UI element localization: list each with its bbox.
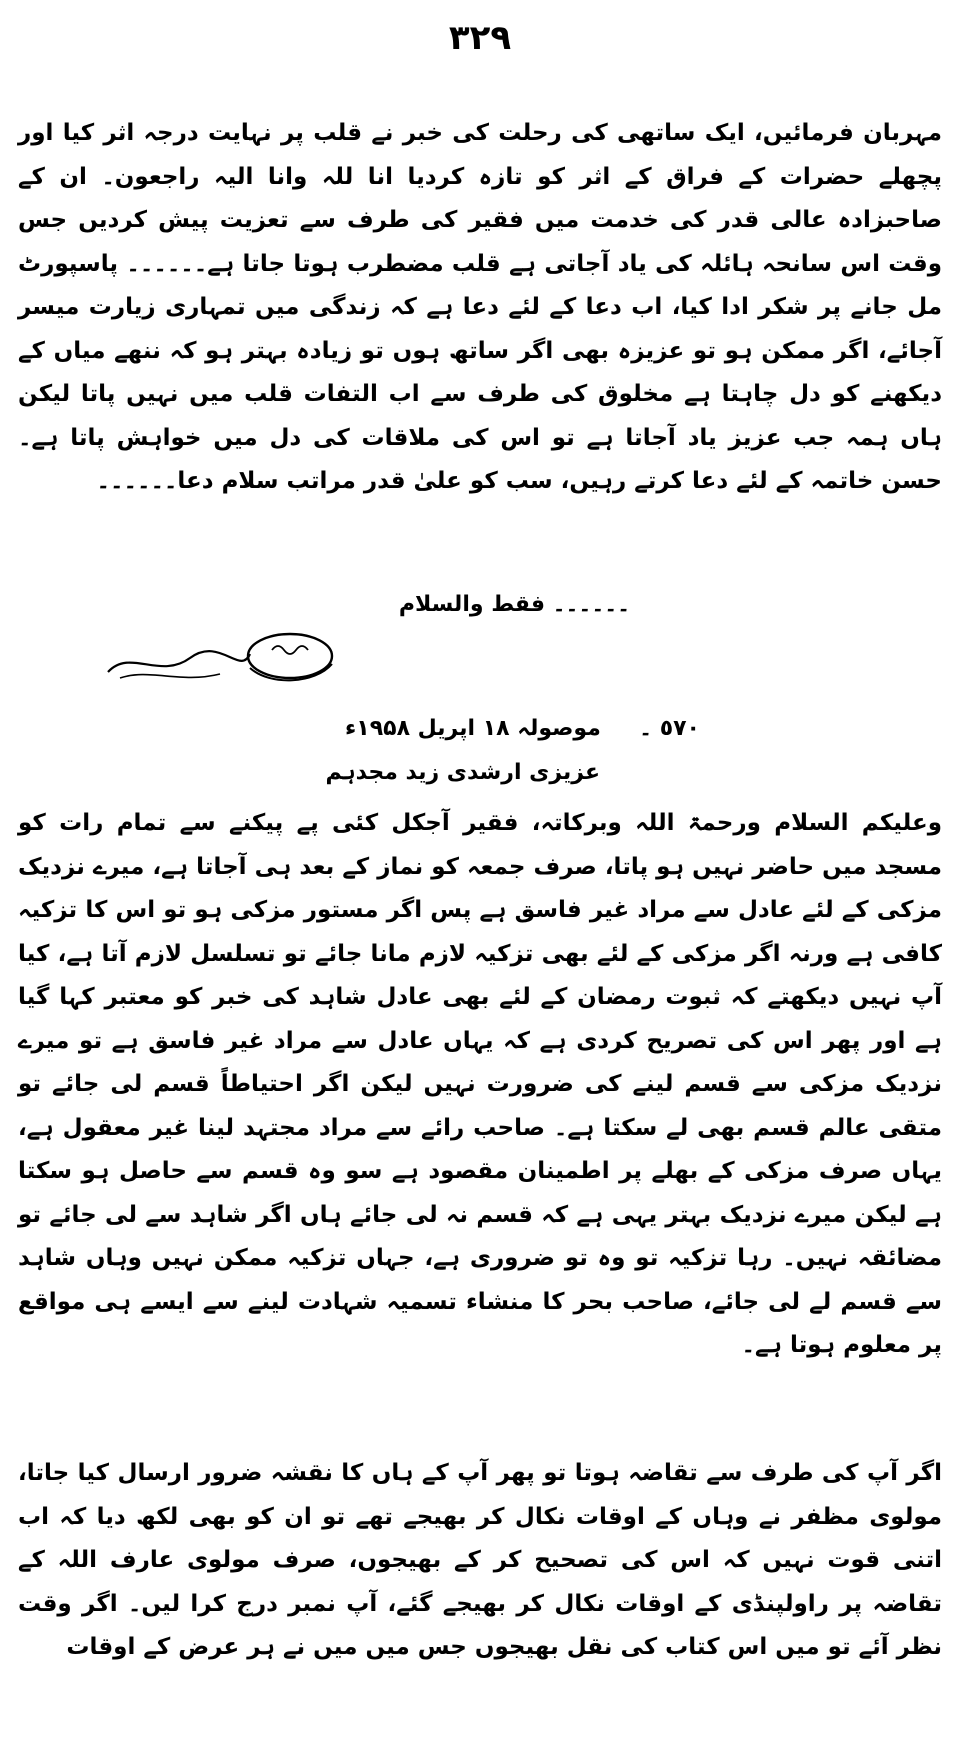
- signature-icon: [100, 628, 340, 692]
- letter-2-salutation: عزیزی ارشدی زید مجدہم: [325, 760, 600, 785]
- letter-2-body-continued: [18, 1452, 942, 1670]
- signature-with-seal: [100, 628, 340, 692]
- page-number: ۳۲۹: [448, 18, 512, 58]
- letter-2-paragraph-2: اگر آپ کی طرف سے تقاضہ ہوتا تو پھر آپ کے ہاں کا نقشہ ضرور ارسال کیا جاتا، مولوی مظفر نے وہاں کے اوقات نکال کر بھیجے تھے تو ان کو بھی لکھ دیا کہ اب اتنی قوت نہیں کہ اس کی تصحیح کر کے بھیجوں، صرف مولوی عارف اللہ کے تقاضہ پر راولپنڈی کے اوقات نکال کر بھیجے گئے، آپ نمبر درج کرا لیں۔ اگر وقت نظر آئے تو میں اس کتاب کی نقل بھیجوں جس میں میں نے ہر عرض کے اوقات: [18, 1460, 942, 1660]
- letter-2-date: موصولہ ۱۸ اپریل ۱۹۵۸ء: [345, 716, 601, 741]
- letter-2-number: ٥٧٠ ۔: [639, 716, 700, 741]
- letter-1-paragraph: مہربان فرمائیں، ایک ساتھی کی رحلت کی خبر نے قلب پر نہایت درجہ اثر کیا اور پچھلے حضرات کے فراق کے اثر کو تازہ کردیا انا للہ وانا الیہ راجعون۔ ان کے صاحبزادہ عالی قدر کی خدمت میں فقیر کی طرف سے تعزیت پیش کردیں جس وقت اس سانحہ ہائلہ کی یاد آجاتی ہے قلب مضطرب ہوتا جاتا ہے۔۔۔۔۔۔ پاسپورٹ مل جانے پر شکر ادا کیا، اب دعا کے لئے دعا ہے کہ زندگی میں تمہاری زیارت میسر آجائے، اگر ممکن ہو تو عزیزہ بھی اگر ساتھ ہوں تو زیادہ بہتر ہو کہ ننھے میاں کے دیکھنے کو دل چاہتا ہے مخلوق کی طرف سے اب التفات قلب میں نہیں پاتا لیکن ہاں ہمہ جب عزیز یاد آجاتا ہے تو اس کی ملاقات کی دل میں خواہش پاتا ہے۔ حسن خاتمہ کے لئے دعا کرتے رہیں، سب کو علیٰ قدر مراتب سلام دعا۔۔۔۔۔۔: [18, 120, 942, 494]
- letter-2-header: [280, 716, 700, 741]
- letter-2-body: [18, 802, 942, 1368]
- letter-2-paragraph: وعلیکم السلام ورحمۃ اللہ وبرکاتہ، فقیر آجکل کئی پے پیکنے سے تمام رات کو مسجد میں حاضر نہیں ہو پاتا، صرف جمعہ کو نماز کے بعد ہی آجاتا ہے، میرے نزدیک مزکی کے لئے عادل سے مراد غیر فاسق ہے پس اگر مستور مزکی ہو تو اس کا تزکیہ کافی ہے ورنہ اگر مزکی کے لئے بھی تزکیہ لازم مانا جائے تو تسلسل لازم آتا ہے، کیا آپ نہیں دیکھتے کہ ثبوت رمضان کے لئے بھی عادل شاہد کی خبر کو معتبر کہا گیا ہے اور پھر اس کی تصریح کردی ہے کہ یہاں عادل سے مراد غیر فاسق ہے تو میرے نزدیک مزکی سے قسم لینے کی ضرورت نہیں لیکن اگر احتیاطاً قسم لی جائے تو متقی عالم قسم بھی لے سکتا ہے۔ صاحب رائے سے مراد مجتہد لینا غیر معقول ہے، یہاں صرف مزکی کے بھلے پر اطمینان مقصود ہے سو وہ قسم سے حاصل ہو سکتا ہے لیکن میرے نزدیک بہتر یہی ہے کہ قسم نہ لی جائے ہاں اگر شاہد سے لی جائے تو مضائقہ نہیں۔ رہا تزکیہ تو وہ تو ضروری ہے، جہاں تزکیہ ممکن نہیں وہاں شاہد سے قسم لے لی جائے، صاحب بحر کا منشاء تسمیہ شہادت لینے سے ایسے ہی مواقع پر معلوم ہوتا ہے۔: [18, 810, 942, 1358]
- letter-1-body: [18, 112, 942, 504]
- letter-1-closing: ۔۔۔۔۔۔ فقط والسلام: [398, 592, 630, 617]
